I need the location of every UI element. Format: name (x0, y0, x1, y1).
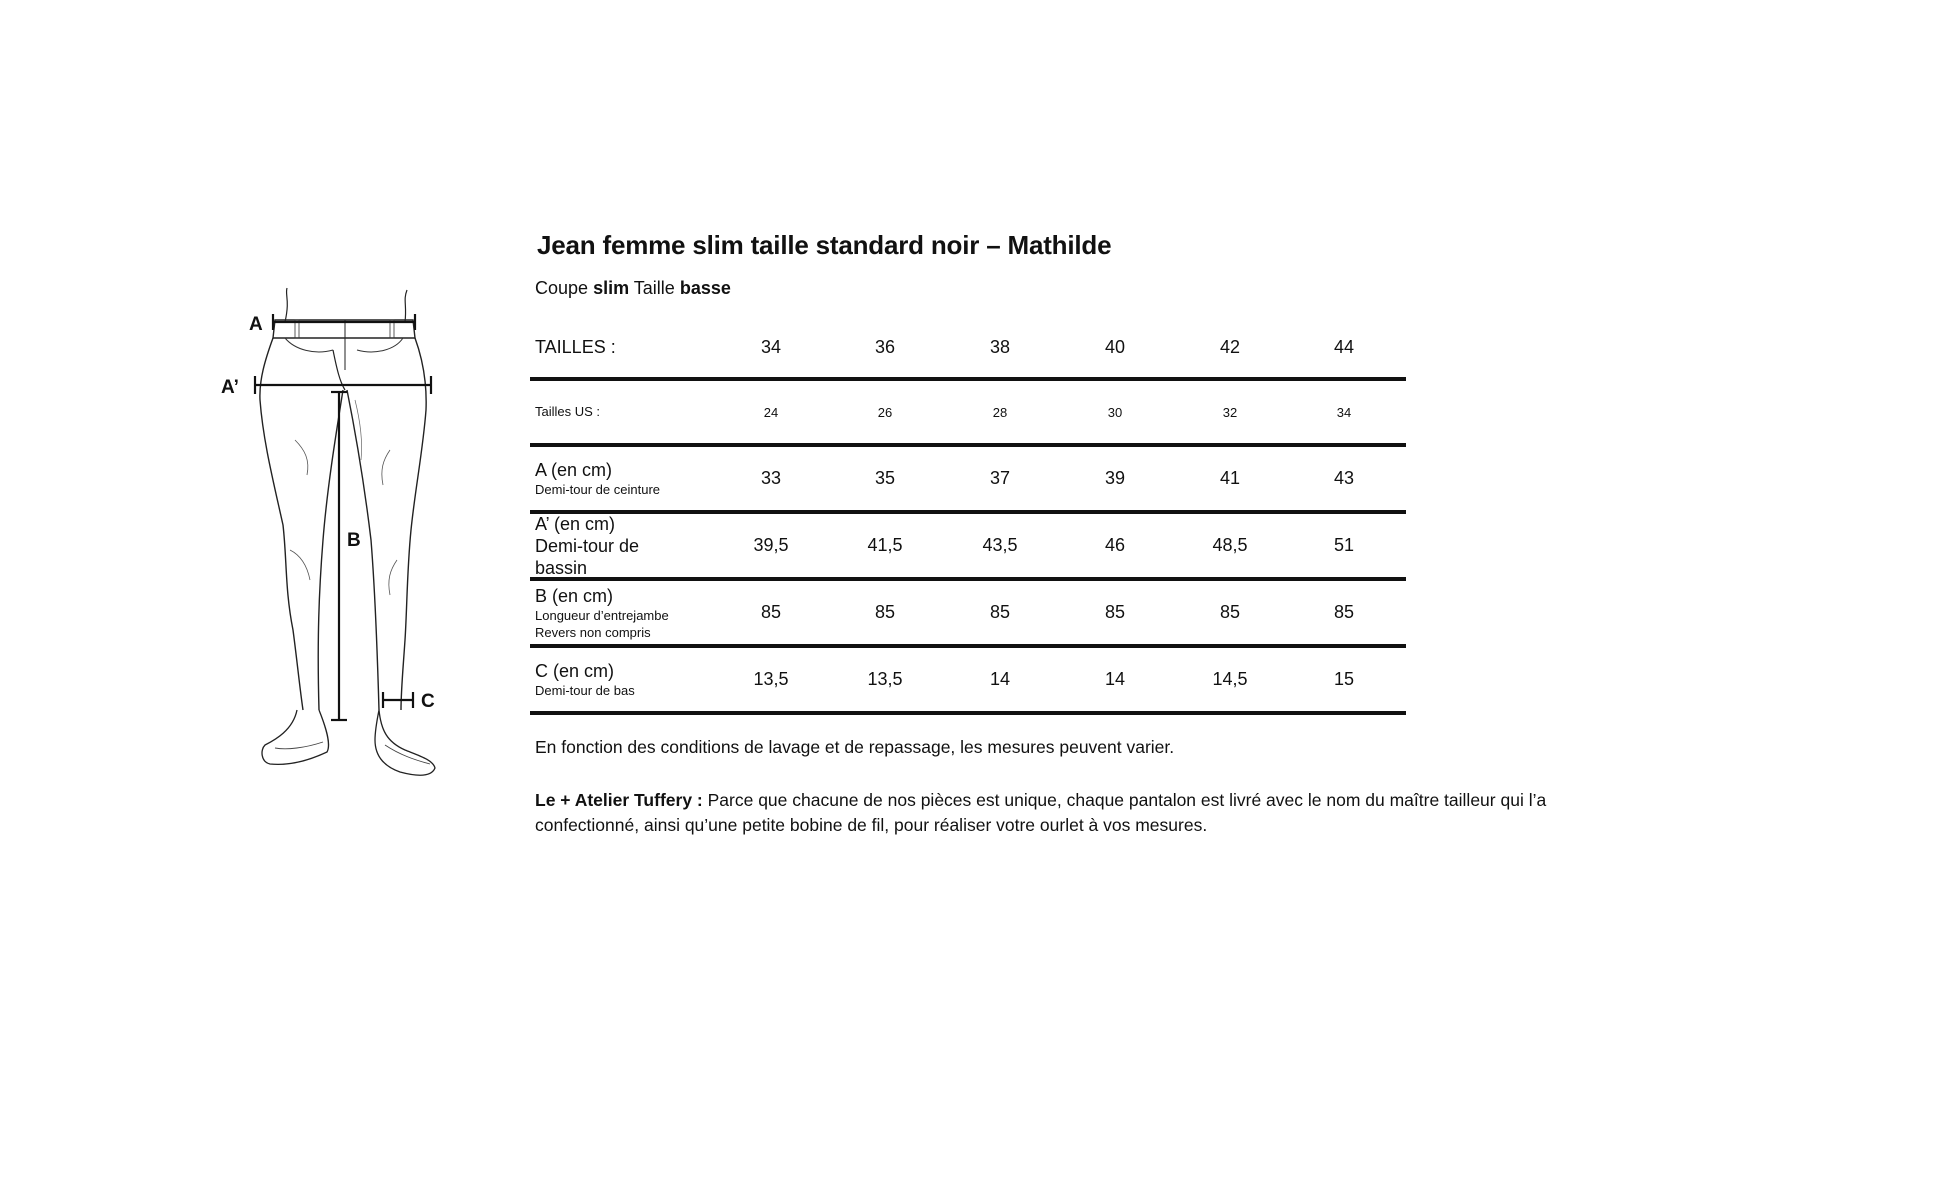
table-cell: 44 (1333, 336, 1355, 357)
cut-value: slim (593, 278, 630, 298)
table-cell: 37 (989, 468, 1011, 488)
table-cell: 40 (1104, 336, 1126, 357)
row-sublabel: Demi-tour de bassin (535, 535, 640, 578)
table-cell: 26 (877, 404, 893, 420)
figure-label-b: B (347, 530, 361, 551)
atelier-lead: Le + Atelier Tuffery : (535, 790, 703, 810)
rise-value: basse (679, 278, 731, 298)
size-row-a (530, 447, 1406, 514)
rise-label: Taille (633, 278, 675, 298)
table-cell: 34 (760, 336, 782, 357)
table-cell: 34 (1336, 404, 1352, 420)
table-cell: 41,5 (867, 535, 903, 555)
size-table (530, 317, 1406, 715)
table-cell: 85 (989, 602, 1011, 622)
table-cell: 43 (1333, 468, 1355, 488)
table-cell: 85 (1104, 602, 1126, 622)
table-cell: 36 (874, 336, 896, 357)
table-cell: 85 (874, 602, 896, 622)
size-row-c (530, 648, 1406, 715)
row-label: C (en cm) (535, 661, 615, 681)
cut-label: Coupe (535, 278, 589, 298)
jeans-measurement-figure (215, 290, 465, 790)
table-cell: 14 (1104, 669, 1126, 689)
size-row-header (530, 317, 1406, 381)
atelier-note (535, 788, 1645, 838)
size-row-b (530, 581, 1406, 648)
table-cell: 43,5 (982, 535, 1018, 555)
jeans-measurement-illustration (215, 290, 465, 790)
table-cell: 46 (1104, 535, 1126, 555)
row-sublabel: Longueur d’entrejambe (535, 607, 669, 623)
figure-label-a-prime: A’ (221, 377, 239, 398)
table-cell: 39 (1104, 468, 1126, 488)
washing-note: En fonction des conditions de lavage et de repassage, les mesures peuvent varier. (535, 737, 1175, 757)
figure-label-c: C (421, 691, 435, 712)
figure-label-a: A (249, 314, 263, 335)
table-cell: 48,5 (1212, 535, 1248, 555)
table-cell: 35 (874, 468, 896, 488)
table-cell: 41 (1219, 468, 1241, 488)
row-sublabel: Demi-tour de bas (535, 683, 635, 698)
table-cell: 38 (989, 336, 1011, 357)
row-label: B (en cm) (535, 585, 614, 606)
table-cell: 33 (760, 468, 782, 488)
table-cell: 85 (760, 602, 782, 622)
table-cell: 13,5 (753, 669, 789, 689)
atelier-text: Parce que chacune de nos pièces est unique, chaque pantalon est livré avec le nom du maître tailleur qui l’a confectionné, ainsi qu’une petite bobine de fil, pour réaliser votre ourlet à vos mesures. (535, 790, 1547, 835)
page-title: Jean femme slim taille standard noir – Mathilde (537, 230, 1112, 260)
row-label: A’ (en cm) (535, 513, 616, 534)
size-row-a-prime (530, 514, 1406, 581)
table-cell: 14 (989, 669, 1011, 689)
table-cell: 14,5 (1212, 669, 1248, 689)
row-label: A (en cm) (535, 460, 613, 480)
table-cell: 32 (1222, 404, 1238, 420)
row-sublabel-2: Revers non compris (535, 624, 651, 640)
table-cell: 51 (1333, 535, 1355, 555)
table-cell: 42 (1219, 336, 1241, 357)
cut-description (535, 278, 731, 299)
table-cell: 15 (1333, 669, 1355, 689)
row-sublabel: Demi-tour de ceinture (535, 482, 660, 497)
row-label: TAILLES : (535, 337, 616, 357)
table-cell: 13,5 (867, 669, 903, 689)
row-label: Tailles US : (535, 404, 601, 419)
table-cell: 24 (763, 404, 779, 420)
table-cell: 28 (992, 404, 1008, 420)
table-cell: 85 (1219, 602, 1241, 622)
size-row-us (530, 381, 1406, 447)
table-cell: 85 (1333, 602, 1355, 622)
table-cell: 39,5 (753, 535, 789, 555)
table-cell: 30 (1107, 404, 1123, 420)
